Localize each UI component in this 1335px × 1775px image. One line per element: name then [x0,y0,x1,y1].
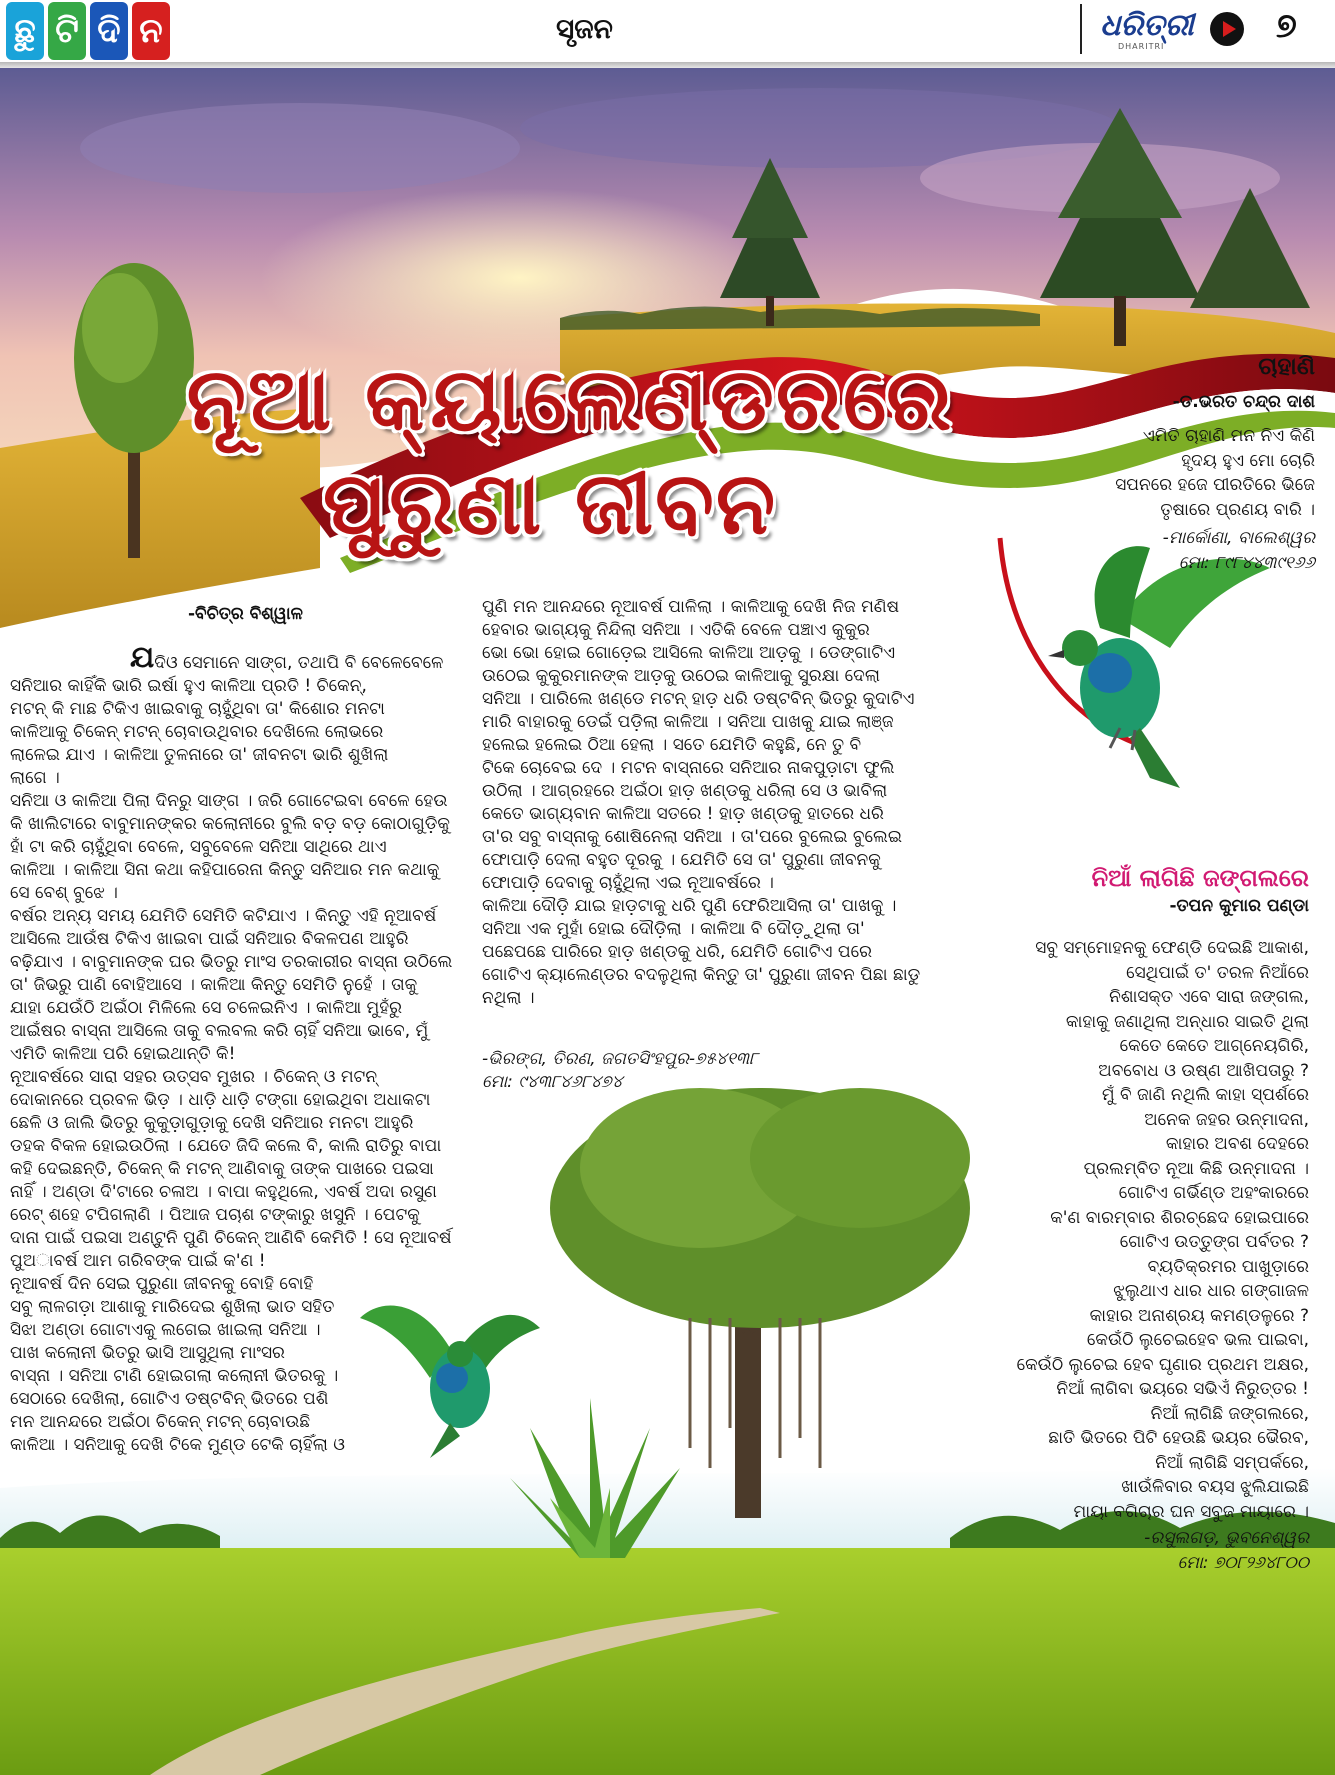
text-line: ସିଝା ଅଣ୍ଡା ଗୋଟାଏକୁ ଲଗେଇ ଖାଇଲା ସନିଆ । [10,1320,321,1340]
text-line: କି ଖାଲିଟାରେ ବାବୁମାନଙ୍କର କଲୋନୀରେ ବୁଲି ବଡ଼ ବଡ଼ କୋଠାଗୁଡ଼ିକୁ [10,814,450,834]
text-line: ପଛେପଛେ ପାରିରେ ହାଡ଼ ଖଣ୍ଡକୁ ଧରି, ଯେମିତି ଗୋଟିଏ ପରେ [482,942,873,962]
story-address: -ଭିରଙ୍ଗ, ତିରଣ, ଜଗତସିଂହପୁର-୭୫୪୧୩୮ [482,1049,759,1069]
story-column-1 [10,640,460,1457]
text-line: ଆସିଲେ ଆଉଁଷ ଟିକିଏ ଖାଇବା ପାଇଁ ସନିଆର ବିକଳପଣ ଆହୁରି [10,929,409,949]
text-line: ଖାଉଁଳିବାର ବୟସ ଝୁଲିଯାଇଛି [1121,1477,1309,1497]
dropcap: ଯ [130,640,155,675]
text-line: ଦୋକାନରେ ପ୍ରବଳ ଭିଡ଼ । ଧାଡ଼ି ଧାଡ଼ି ଟଙ୍ଗା ହୋଇଥିବା ଅଧାକଟା [10,1090,431,1110]
text-line: ଯାହା ଯେଉଁଠି ଅଇଁଠା ମିଳିଲେ ସେ ଚଳେଇନିଏ । କାଳିଆ ମୁହଁରୁ [10,998,403,1018]
text-line: ଗୋଟିଏ କ୍ୟାଲେଣ୍ଡର ବଦଳୁଥିଲା କିନ୍ତୁ ତା' ପୁରୁଣା ଜୀବନ ପିଛା ଛାଡୁ [482,965,921,985]
play-icon [1210,12,1244,46]
text-line: ନୂଆବର୍ଷ ଦିନ ସେଇ ପୁରୁଣା ଜୀବନକୁ ବୋହି ବୋହି [10,1274,314,1294]
text-line: ତା'ର ସବୁ ବାସ୍ନାକୁ ଶୋଷିନେଲା ସନିଆ । ତା'ପରେ ବୁଲେଇ ବୁଲେଇ [482,827,902,847]
text-line: ସନିଆ ଏକ ମୁହାଁ ହୋଇ ଦୌଡ଼ିଲା । କାଳିଆ ବି ଦୌଡ଼ୁଥିଲା ତା' [482,919,865,939]
poem1-address: -ମାର୍କୋଣା, ବାଲେଶ୍ୱର [1162,528,1315,548]
brand-letter: ଛୁ [6,2,44,60]
text-line: କ'ଣ ବାରମ୍ବାର ଶିରଚ୍ଛେଦ ହୋଇପାରେ [1050,1207,1309,1228]
text-line: ପୁଅାବର୍ଷ ଆମ ଗରିବଙ୍କ ପାଇଁ କ'ଣ ! [10,1251,266,1271]
text-line: ସବୁ ସମ୍ମୋହନକୁ ଫେଣ୍ଡି ଦେଇଛି ଆକାଶ, [1035,938,1309,958]
text-line: ମାୟା ବଗିଚାର ଘନ ସବୁଜ ମାୟାରେ । [1073,1501,1309,1522]
poem1-body [1015,424,1315,575]
story-title-line1: ନୂଆ କ୍ୟାଲେଣ୍ଡରରେ [186,350,954,450]
newspaper-logo: ଧରିତ୍ରୀ [1100,8,1194,43]
text-line: କାଳିଆକୁ ଚିକେନ୍ ମଟନ୍ ଚୋବାଉଥିବାର ଦେଖିଲେ ଲୋଭରେ [10,722,384,742]
text-line: କାହାର ଅନାଶ୍ରୟ କମଣ୍ଡଳୁରେ ? [1089,1305,1309,1326]
text-line: ରେଟ୍ ଶହେ ଟପିଗଲାଣି । ପିଆଜ ପଚାଶ ଟଙ୍କାରୁ ଖସୁନି । ପେଟକୁ [10,1205,420,1225]
poem2-phone: ମୋ: ୭୦୮୨୬୪୮୦୦ [1177,1552,1309,1573]
text-line: ସବୁ ଲାଳଗଡ଼ା ଆଶାକୁ ମାରିଦେଇ ଶୁଖିଲା ଭାତ ସହିତ [10,1297,335,1317]
text-line: ହୃଦୟ ହୁଏ ମୋ ଚୋରି [1181,450,1315,471]
text-line: ମଟନ୍ କି ମାଛ ଟିକିଏ ଖାଇବାକୁ ଚାହୁଁଥିବା ତା' କିଶୋର ମନଟା [10,699,385,719]
text-line: ଗୋଟିଏ ଉତ୍ତୁଙ୍ଗ ପର୍ବତର ? [1119,1232,1309,1252]
text-line: ସେ ବେଶ୍ ବୁଝେ । [10,883,118,903]
text-line: ହଲେଇ ହଲେଇ ଠିଆ ହେଲା । ସତେ ଯେମିତି କହୁଛି, ନେ ତୁ ବି [482,735,862,755]
text-line: ଅନେକ ଜହର ଉନ୍ମାଦନା, [1144,1109,1309,1130]
text-line: ମନ ଆନନ୍ଦରେ ଅଇଁଠା ଚିକେନ୍ ମଟନ୍ ଚୋବାଉଛି [10,1412,311,1432]
section-title: ସୃଜନ [556,12,613,45]
text-line: ଉଠେଇ କୁକୁରମାନଙ୍କ ଆଡ଼କୁ ଉଠେଇ କାଳିଆକୁ ସୁରକ୍ଷା ଦେଲା [482,666,880,686]
story-author: -ବିଚିତ୍ର ବିଶ୍ୱାଳ [188,604,303,624]
text-line: ଏମିତି ଚାହାଣି ମନ ନିଏ କିଣି [1142,426,1315,446]
text-line: କାହାକୁ ଜଣାଥିଲା ଅନ୍ଧାର ସାଇତି ଥିଲା [1065,1011,1309,1032]
poem2-address: -ରସୁଲଗଡ଼, ଭୁବନେଶ୍ୱର [1144,1528,1309,1548]
text-line: କହି ଦେଇଛନ୍ତି, ଚିକେନ୍ କି ମଟନ୍ ଆଣିବାକୁ ତାଙ୍କ ପାଖରେ ପଇସା [10,1159,434,1179]
text-line: ବର୍ଷର ଅନ୍ୟ ସମୟ ଯେମିତି ସେମିତି କଟିଯାଏ । କିନ୍ତୁ ଏହି ନୂଆବର୍ଷ [10,906,437,926]
text-line: ବ୍ୟତିକ୍ରମର ପାଖୁଡ଼ାରେ [1147,1256,1309,1277]
page-number: ୭ [1276,6,1297,46]
text-line: କେଉଁଠି ଲୁଚେଇହେବ ଭଲ ପାଇବା, [1086,1330,1309,1350]
brand-letter: ଟି [48,2,86,60]
text-line: ତା' ଜିଭରୁ ପାଣି ବୋହିଆସେ । କାଳିଆ କିନ୍ତୁ ସେମିତି ନୁହେଁ । ତାକୁ [10,975,418,995]
text-line: ସନିଆର କାହିଁକି ଭାରି ଇର୍ଷା ହୁଏ କାଳିଆ ପ୍ରତି ! ଚିକେନ୍, [10,676,367,696]
text-line: ନାହିଁ । ଅଣ୍ଡା ଦି'ଟାରେ ଚଳାଅ । ବାପା କହୁଥିଲେ, ଏବର୍ଷ ଅଦା ରସୁଣ [10,1182,437,1202]
text-line: ନୂଆବର୍ଷରେ ସାରା ସହର ଉତ୍ସବ ମୁଖର । ଚିକେନ୍ ଓ ମଟନ୍ [10,1067,378,1087]
text-line: ଡହକ ବିକଳ ହୋଇଉଠିଲା । ଯେତେ ଜିଦି କଲେ ବି, କାଲି ରାତିରୁ ବାପା [10,1136,442,1156]
poem2-body [909,936,1309,1575]
text-line: ବାସ୍ନା । ସନିଆ ଟାଣି ହୋଇଗଲା କଲୋନୀ ଭିତରକୁ । [10,1366,339,1386]
text-line: ଫୋପାଡ଼ି ଦେବାକୁ ଚାହୁଁଥିଲା ଏଇ ନୂଆବର୍ଷରେ । [482,873,774,893]
page-header [0,0,1335,64]
text-line: ଲାଳେଇ ଯାଏ । କାଳିଆ ତୁଳନାରେ ତା' ଜୀବନଟା ଭାରି ଶୁଖିଲା [10,745,389,765]
text-line: ଟିକେ ଚୋବେଇ ଦେ । ମଟନ ବାସ୍ନାରେ ସନିଆର ନାକପୁଡ଼ାଟା ଫୁଲି [482,758,895,778]
story-line: ଦିଓ ସେମାନେ ସାଙ୍ଗ, ତଥାପି ବି ବେଳେବେଳେ [154,653,444,673]
text-line: ପୁଣି ମନ ଆନନ୍ଦରେ ନୂଆବର୍ଷ ପାଳିଲା । କାଳିଆକୁ ଦେଖି ନିଜ ମଣିଷ [482,597,900,617]
text-line: ଲାଗେ । [10,768,60,788]
poem1-phone: ମୋ: ୮୯୮୪୪୩୯୧୬୬ [1178,552,1315,573]
text-line: ସନିଆ । ପାରିଲେ ଖଣ୍ଡେ ମଟନ୍ ହାଡ଼ ଧରି ଡଷ୍ଟବିନ୍ ଭିତରୁ କୁଦାଟିଏ [482,689,915,709]
text-line: ଗୋଟିଏ ଗର୍ଭିଣ୍ଡ ଅହଂକାରରେ [1118,1183,1309,1203]
text-line: ମୁଁ ବି ଜାଣି ନଥିଲି କାହା ସ୍ପର୍ଶରେ [1101,1085,1309,1105]
text-line: ସନିଆ ଓ କାଳିଆ ପିଲା ଦିନରୁ ସାଙ୍ଗ । ଜରି ଗୋଟେଇବା ବେଳେ ହେଉ [10,791,448,811]
text-line: ଏମିତି କାଳିଆ ପରି ହୋଇଥାନ୍ତି କି! [10,1044,236,1064]
text-line: ବଢ଼ିଯାଏ । ବାବୁମାନଙ୍କ ଘର ଭିତରୁ ମାଂସ ତରକାରୀର ବାସ୍ନା ଉଠିଲେ [10,952,453,972]
story-column-2 [482,596,982,1094]
story-title-line2: ପୁରୁଣା ଜୀବନ [322,454,778,554]
poem1-author: -ଡ.ଭରତ ଚନ୍ଦ୍ର ଦାଶ [1172,392,1315,412]
text-line: ନିଆଁ ଲାଗିଛି ଜଙ୍ଗଲରେ, [1150,1403,1309,1424]
text-line: ଭୋ ଭୋ ହୋଇ ଗୋଡ଼େଇ ଆସିଲେ କାଳିଆ ଆଡ଼କୁ । ଡେଙ୍ଗାଟିଏ [482,643,896,663]
text-line: କାଳିଆ । କାଳିଆ ସିନା କଥା କହିପାରେନା କିନ୍ତୁ ସନିଆର ମନ କଥାକୁ [10,860,440,880]
text-line: କେତେ ଭାଗ୍ୟବାନ କାଳିଆ ସତରେ ! ହାଡ଼ ଖଣ୍ଡକୁ ହାତରେ ଧରି [482,804,884,824]
text-line: ସେଠାରେ ଦେଖିଲା, ଗୋଟିଏ ଡଷ୍ଟବିନ୍ ଭିତରେ ପଶି [10,1389,329,1409]
story-phone: ମୋ: ୯୪୩୮୪୬୮୪୭୪ [482,1072,623,1092]
poem2-author: -ତପନ କୁମାର ପଣ୍ଡା [1169,896,1309,916]
text-line: ନିଶାସକ୍ତ ଏବେ ସାରା ଜଙ୍ଗଲ, [1109,987,1309,1007]
text-line: ତୃଷାରେ ପ୍ରଣୟ ବାରି । [1160,499,1315,520]
text-line: ନିଆଁ ଲାଗିବା ଭୟରେ ସଭିଏଁ ନିରୁତ୍ତର ! [1056,1379,1309,1399]
text-line: ଉଠିଲା । ଆଗ୍ରହରେ ଅଇଁଠା ହାଡ଼ ଖଣ୍ଡକୁ ଧରିଲା ସେ ଓ ଭାବିଲା [482,781,888,801]
text-line: ପ୍ରଲମ୍ବିତ ନୂଆ କିଛି ଉନ୍ମାଦନା । [1083,1158,1309,1179]
text-line: ନଥିଲା । [482,988,535,1008]
brand-letter: ନ [132,2,170,60]
text-line: ଛାତି ଭିତରେ ପିଟି ହେଉଛି ଭୟର ଭୈରବ, [1048,1428,1309,1448]
text-line: ଝୁଲୁଥାଏ ଧାର ଧାର ଗଙ୍ଗାଜଳ [1113,1281,1309,1301]
text-line: ହାଁ ଟା କରି ଚାହୁଁଥିବା ବେଳେ, ସବୁବେଳେ ସନିଆ ସାଥିରେ ଥାଏ [10,837,387,857]
text-line: ନିଆଁ ଲାଗିଛି ସମ୍ପର୍କରେ, [1155,1452,1309,1473]
text-line: ଛେଳି ଓ ଜାଲି ଭିତରୁ କୁକୁଡ଼ାଗୁଡ଼ାକୁ ଦେଖି ସନିଆର ମନଟା ଆହୁରି [10,1113,414,1133]
text-line: କାଳିଆ ଦୌଡ଼ି ଯାଇ ହାଡ଼ଟାକୁ ଧରି ପୁଣି ଫେରିଆସିଲା ତା' ପାଖକୁ । [482,896,897,916]
poem2-title: ନିଆଁ ଲାଗିଛି ଜଙ୍ଗଲରେ [1091,864,1309,892]
text-line: ସପନରେ ହଜେ ପୀରତିରେ ଭିଜେ [1115,475,1315,495]
text-line: କାହାର ଅବଶ ଦେହରେ [1165,1134,1309,1154]
text-line: ଆଇଁଷର ବାସ୍ନା ଆସିଲେ ତାକୁ ବଲବଲ କରି ଚାହିଁ ସନିଆ ଭାବେ, ମୁଁ [10,1021,429,1041]
text-line: ଅବବୋଧ ଓ ଉଷ୍ଣ ଆଖିପତାରୁ ? [1098,1060,1309,1081]
text-line: ହେବାର ଭାଗ୍ୟକୁ ନିନ୍ଦିଲା ସନିଆ । ଏତିକି ବେଳେ ପଞ୍ଚାଏ କୁକୁର [482,620,870,640]
text-line: ମାରି ବାହାରକୁ ଡେଇଁ ପଡ଼ିଲା କାଳିଆ । ସନିଆ ପାଖକୁ ଯାଇ ଲାଞ୍ଜ [482,712,894,732]
brand-letter: ଦି [90,2,128,60]
text-line: କେଉଁଠି ଲୁଚେଇ ହେବ ଘୃଣାର ପ୍ରଥମ ଅକ୍ଷର, [1016,1354,1309,1375]
text-line: କେତେ କେତେ ଆଗ୍ନେୟଗିରି, [1119,1036,1309,1056]
text-line: ଫୋପାଡ଼ି ଦେଲା ବହୁତ ଦୂରକୁ । ଯେମିତି ସେ ତା' ପୁରୁଣା ଜୀବନକୁ [482,850,881,870]
text-line: କାଳିଆ । ସନିଆକୁ ଦେଖି ଟିକେ ମୁଣ୍ଡ ଟେକି ଚାହିଁଲା ଓ [10,1435,345,1455]
newspaper-logo-sub: DHARITRI [1118,42,1165,51]
poem1-title: ଚାହାଣି [1258,352,1315,380]
text-line: ଦାନା ପାଇଁ ପଇସା ଅଣ୍ଟୁନି ପୁଣି ଚିକେନ୍ ଆଣିବି କେମିତି ! ସେ ନୂଆବର୍ଷ [10,1228,452,1248]
text-line: ସେଥିପାଇଁ ତ' ତରଳ ନିଆଁରେ [1126,962,1309,983]
text-line: ପାଖ କଲୋନୀ ଭିତରୁ ଭାସି ଆସୁଥିଲା ମାଂସର [10,1343,285,1363]
